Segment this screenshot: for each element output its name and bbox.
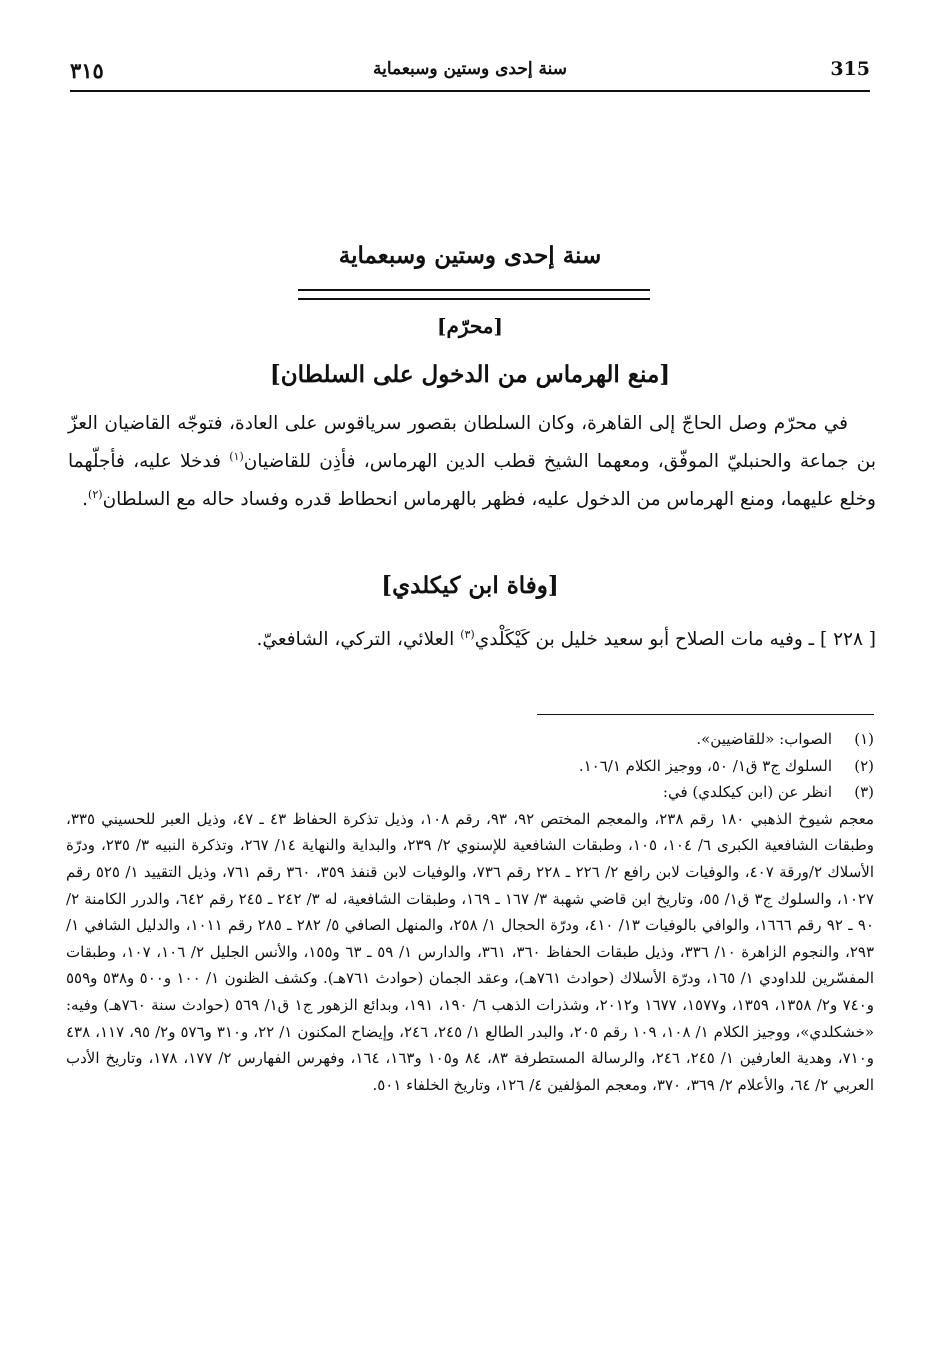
footnote-text: الصواب: «للقاضيين».	[696, 730, 832, 748]
footnote-number: (٣)	[854, 783, 874, 802]
section-title-kaykaldi: [وفاة ابن كيكلدي]	[381, 572, 559, 599]
title-double-rule	[298, 289, 650, 300]
footnote-number: (١)	[854, 730, 874, 748]
footnotes	[66, 726, 874, 1098]
month-title: [محرّم]	[437, 314, 503, 338]
footnote	[66, 753, 874, 780]
footnote-ref: (٣)	[460, 627, 475, 641]
paragraph-text: .	[82, 489, 89, 510]
section-body-kaykaldi	[68, 621, 876, 659]
footnote-text: انظر عن (ابن كيكلدي) في:	[662, 783, 832, 802]
running-header	[70, 58, 870, 92]
footnote	[66, 726, 874, 753]
page-number-latin: 315	[830, 58, 870, 80]
paragraph-text: العلائي، التركي، الشافعيّ.	[256, 629, 461, 650]
paragraph	[68, 405, 876, 519]
footnote-sources-list: معجم شيوخ الذهبي ١٨٠ رقم ٢٣٨، والمعجم المختص ٩٢، ٩٣، رقم ١٠٨، وذيل تذكرة الحفاظ ٤٣ ـ ٤٧، وذيل العبر للحسيني ٣٣٥، وطبقات الشافعية الكبرى ٦/ ١٠٤، ١٠٥، وطبقات الشافعية للإسنوي ٢/ ٢٣٩، والبداية والنهاية ١٤/ ٢٦٧، وتذكرة النبيه ٣/ ٢٣٥، ودرّة الأسلاك ٢/ورقة ٤٠٧، والوفيات لابن رافع ٢/ ٢٢٦ ـ ٢٢٨ رقم ٧٣٦، والوفيات لابن قنفذ ٣٥٩، ٣٦٠ رقم ٧٦١، وذيل التقييد ١/ ٥٢٥ رقم ١٠٢٧، والسلوك ج٣ ق١/ ٥٥، وتاريخ ابن قاضي شهبة ٣/ ١٦٧ ـ ١٦٩، وطبقات الشافعية، له ٣/ ٢٤٢ ـ ٢٤٥ رقم ٦٤٢، والدرر الكامنة ٢/ ٩٠ ـ ٩٢ رقم ١٦٦٦، والوافي بالوفيات ١٣/ ٤١٠، ودرّة الحجال ١/ ٢٥٨، والمنهل الصافي ٥/ ٢٨٢ ـ ٢٨٥ رقم ١٠١١، والدليل الشافي ١/ ٢٩٣، والنجوم الزاهرة ١٠/ ٣٣٦، وذيل طبقات الحفاظ ٣٦٠، ٣٦١، والدارس ١/ ٥٩ ـ ٦٣ و١٥٥، والأنس الجليل ٢/ ١٠٦، ١٠٧، وطبقات المفسّرين للداودي ١/ ١٦٥، ودرّة الأسلاك (حوادث ٧٦١هـ)، وعقد الجمان (حوادث ٧٦١هـ). وكشف الظنون ١/ ١٠٠ و٥٠٠ و٥٣٨ و٥٥٩ و٧٤٠ و٢/ ١٣٥٨، ١٣٥٩، و١٥٧٧، ١٦٧٧ و٢٠١٢، وشذرات الذهب ٦/ ١٩٠، ١٩١، وبدائع الزهور ج١ ق١/ ٥٦٩ (حوادث سنة ٧٦٠هـ) وفيه: «خشكلدي»، ووجيز الكلام ١/ ١٠٨، ١٠٩ رقم ٢٠٥، والبدر الطالع ١/ ٢٤٥، ٢٤٦، وإيضاح المكنون ١/ ٢٢، و٣١٠ و٥٧٦ و٢/ ٩٥، ١١٧، ٤٣٨ و٧١٠، وهدية العارفين ١/ ٢٤٥، ٢٤٦، والرسالة المستطرفة ٨٣، ٨٤ و١٠٥ و١٦٣، ١٦٤، وفهرس الفهارس ٢/ ١٧٧، ١٧٨، وتاريخ الأدب العربي ٢/ ٦٤، والأعلام ٢/ ٣٦٩، ٣٧٠، ومعجم المؤلفين ٤/ ١٢٦، وتاريخ الخلفاء ٥٠١.	[66, 809, 875, 1094]
footnote-text: السلوك ج٣ ق١/ ٥٠، ووجيز الكلام ١٠٦/١.	[578, 756, 832, 775]
year-title: سنة إحدى وستين وسبعماية	[338, 242, 602, 269]
section-title-hirmas: [منع الهرماس من الدخول على السلطان]	[269, 361, 671, 388]
section-body-hirmas	[68, 405, 876, 519]
running-title: سنة إحدى وستين وسبعماية	[373, 59, 567, 79]
paragraph-text: في محرّم وصل الحاجّ إلى القاهرة، وكان السلطان بقصور سرياقوس على العادة، فتوجّه القاضيان العزّ بن جماعة والحنبليّ الموفّق، ومعهما الشيخ قطب الدين الهرماس، فأذِن للقاضيان	[68, 413, 876, 472]
footnote-ref: (٢)	[88, 487, 103, 501]
header-rule	[70, 90, 870, 92]
paragraph-text: فدخلا عليه، فأجلّهما وخلع عليهما، ومنع الهرماس من الدخول عليه، فظهر بالهرماس انحطاط قدره وفساد حاله مع السلطان	[68, 451, 876, 510]
paragraph	[68, 621, 876, 659]
footnote-number: (٢)	[854, 756, 874, 775]
paragraph-text: [ ٢٢٨ ] ـ وفيه مات الصلاح أبو سعيد خليل بن كَيْكَلْدي	[474, 629, 876, 650]
footnote-ref: (١)	[229, 449, 244, 463]
page-number-arabic: ٣١٥	[70, 58, 104, 83]
footnote	[66, 779, 874, 806]
footnote-rule	[537, 714, 874, 715]
